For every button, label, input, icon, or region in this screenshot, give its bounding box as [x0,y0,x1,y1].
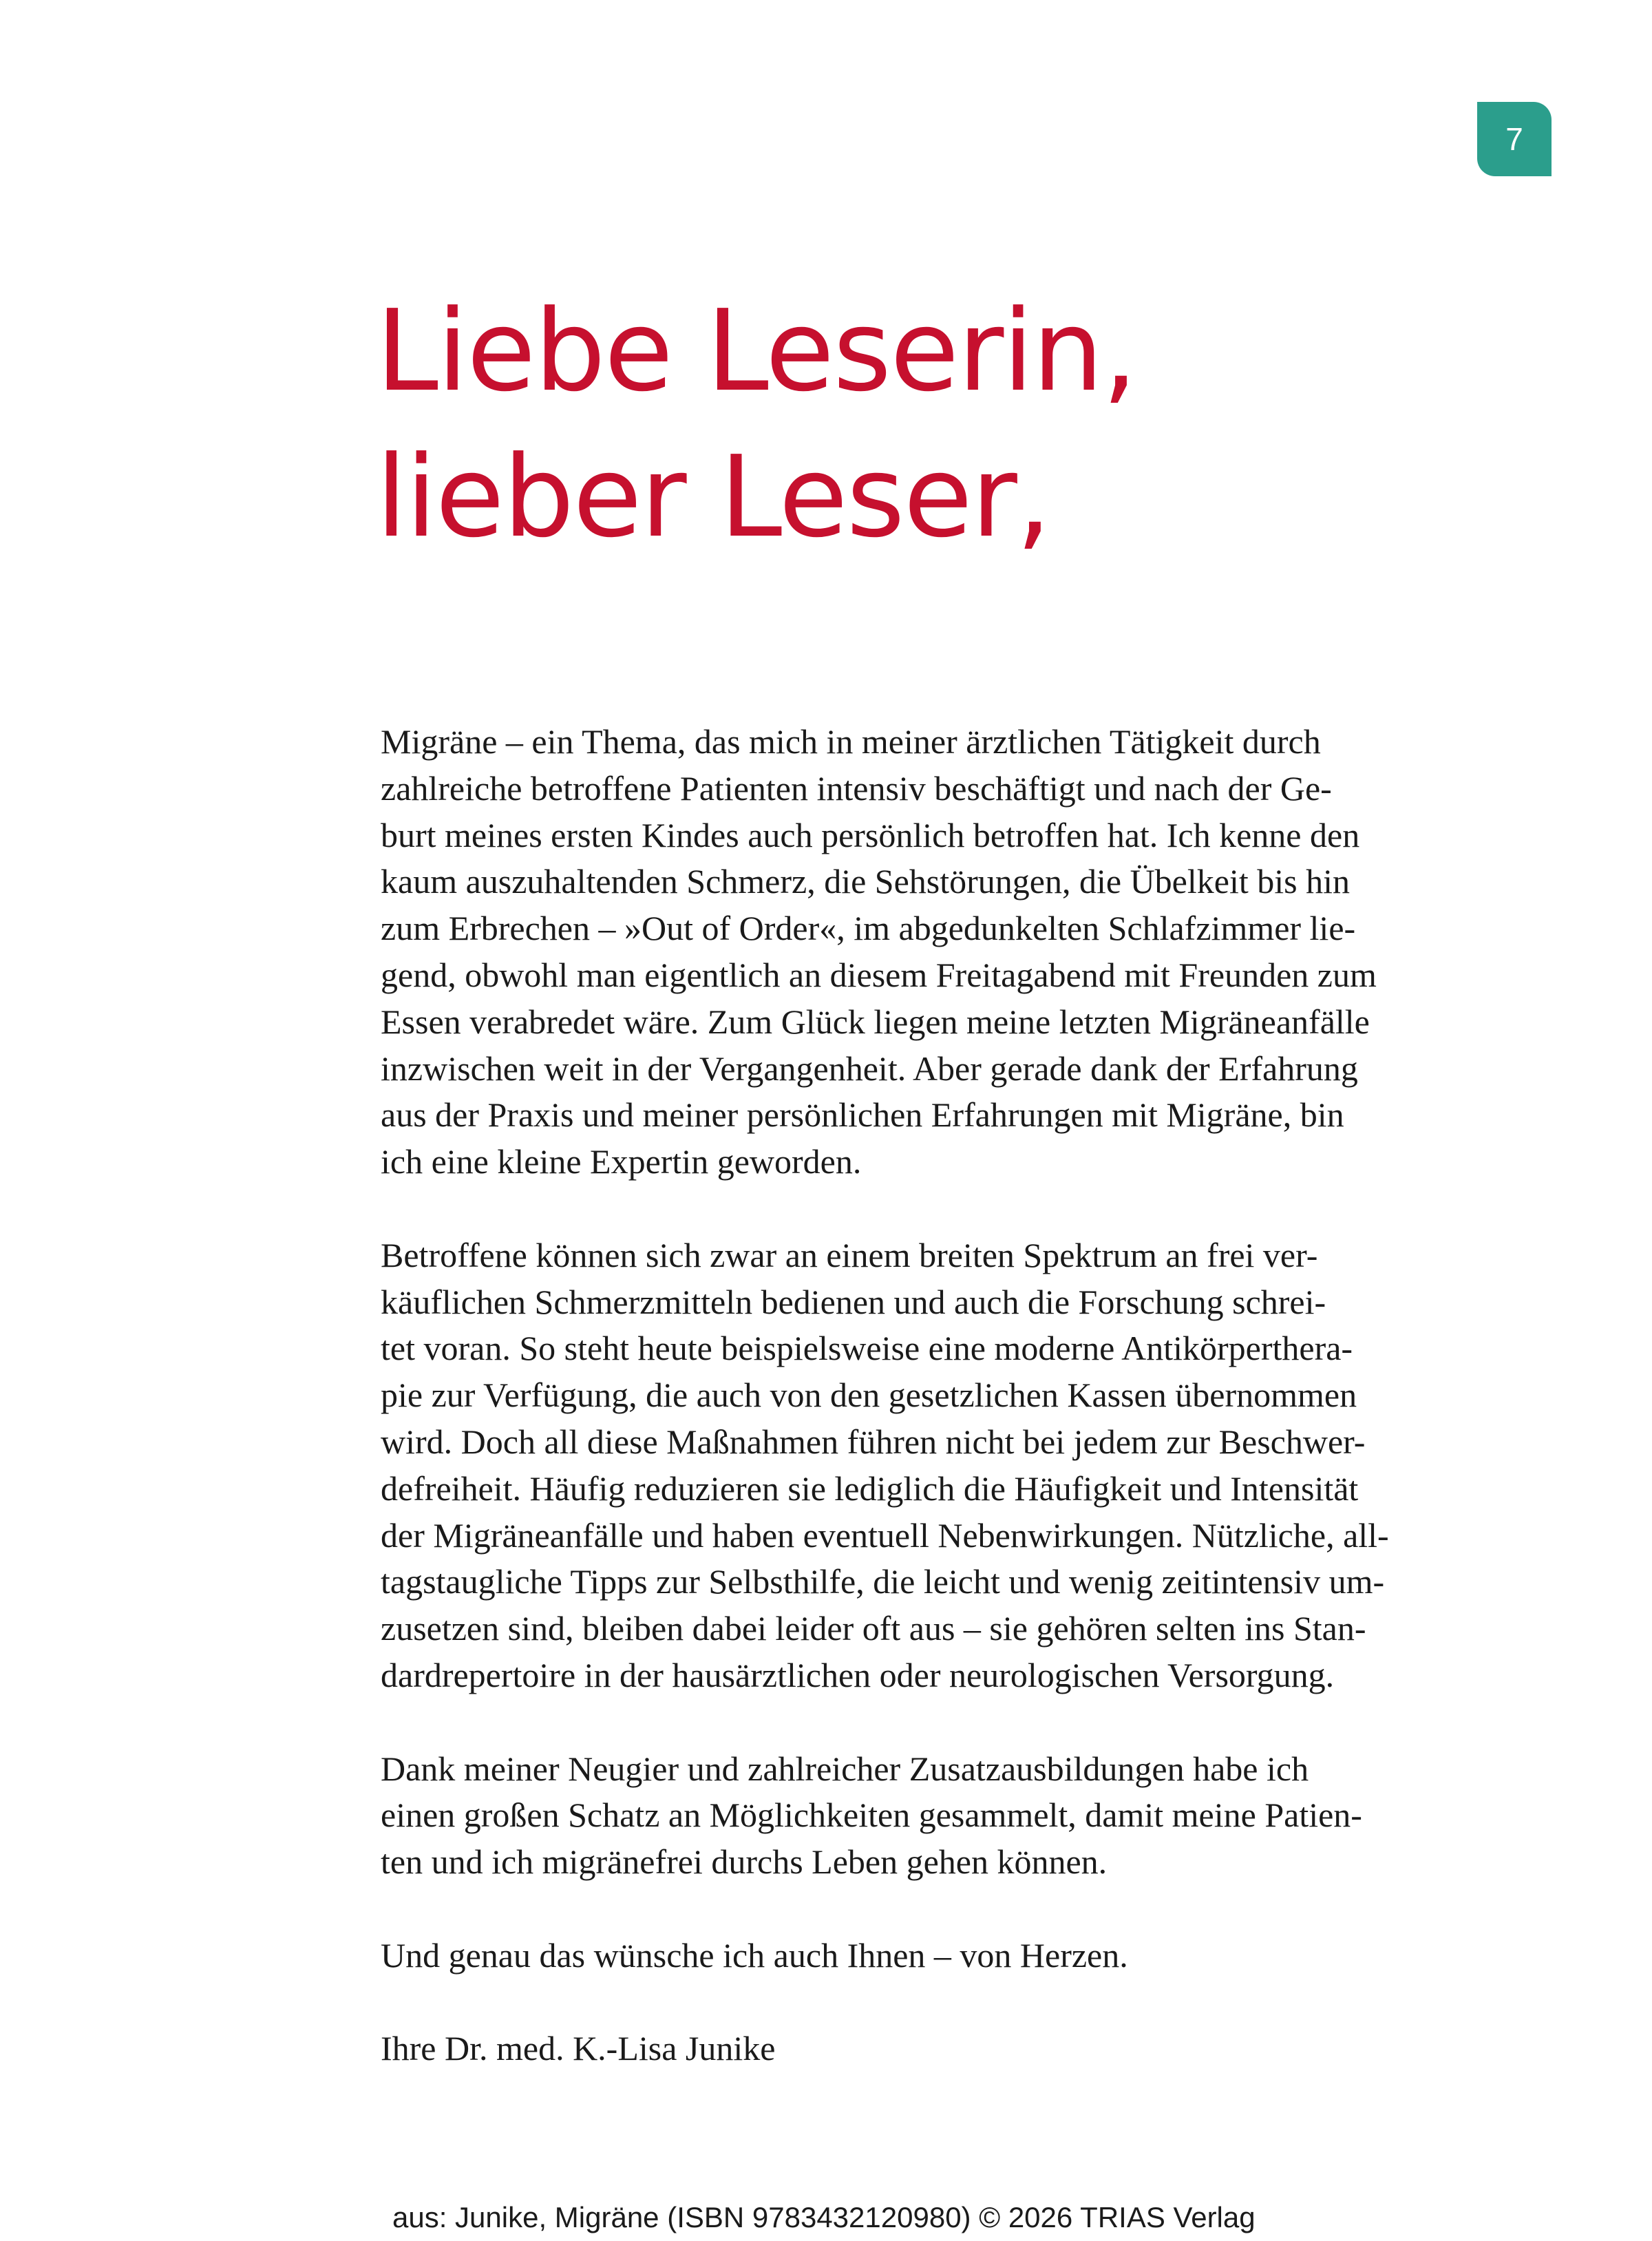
text-line: Betroffene können sich zwar an einem breiten Spektrum an frei ver- [381,1235,1318,1274]
text-line: kaum auszuhaltenden Schmerz, die Sehstörungen, die Übelkeit bis hin [381,862,1350,901]
text-line: pie zur Verfügung, die auch von den gesetzlichen Kassen übernommen [381,1376,1357,1415]
text-line: gend, obwohl man eigentlich an diesem Freitagabend mit Freunden zum [381,955,1377,994]
text-line: aus der Praxis und meiner persönlichen Erfahrungen mit Migräne, bin [381,1095,1344,1135]
paragraph-4 [381,1933,1454,1979]
text-line: Migräne – ein Thema, das mich in meiner ärztlichen Tätigkeit durch [381,722,1321,761]
text-line: defreiheit. Häufig reduzieren sie lediglich die Häufigkeit und Intensität [381,1469,1359,1508]
heading-line-1: Liebe Leserin, [376,286,1136,417]
text-line: der Migräneanfälle und haben eventuell Nebenwirkungen. Nützliche, all- [381,1515,1389,1555]
text-line: zum Erbrechen – »Out of Order«, im abgedunkelten Schlafzimmer lie- [381,909,1356,948]
text-line: tagstaugliche Tipps zur Selbsthilfe, die leicht und wenig zeitintensiv um- [381,1562,1385,1601]
text-line: wird. Doch all diese Maßnahmen führen nicht bei jedem zur Beschwer- [381,1422,1366,1461]
paragraph-3 [381,1746,1454,1886]
page-heading [376,279,1546,571]
text-line: käuflichen Schmerzmitteln bedienen und auch die Forschung schrei- [381,1282,1326,1321]
source-footer: aus: Junike, Migräne (ISBN 9783432120980) © 2026 TRIAS Verlag [392,2201,1256,2233]
text-line: Ihre Dr. med. K.-Lisa Junike [381,2029,776,2068]
body-text [381,719,1454,2119]
text-line: zahlreiche betroffene Patienten intensiv beschäftigt und nach der Ge- [381,768,1332,808]
text-line: inzwischen weit in der Vergangenheit. Aber gerade dank der Erfahrung [381,1049,1358,1088]
text-line: Dank meiner Neugier und zahlreicher Zusatzausbildungen habe ich [381,1749,1309,1788]
text-line: Und genau das wünsche ich auch Ihnen – von Herzen. [381,1935,1128,1975]
page-number-badge: 7 [1477,102,1552,176]
text-line: zusetzen sind, bleiben dabei leider oft aus – sie gehören selten ins Stan- [381,1609,1366,1648]
paragraph-2 [381,1232,1454,1699]
heading-line-2: lieber Leser, [376,432,1050,562]
text-line: ten und ich migränefrei durchs Leben gehen können. [381,1842,1108,1882]
text-line: Essen verabredet wäre. Zum Glück liegen meine letzten Migräneanfälle [381,1002,1370,1041]
text-line: tet voran. So steht heute beispielsweise eine moderne Antikörperthera- [381,1329,1353,1368]
text-line: burt meines ersten Kindes auch persönlich betroffen hat. Ich kenne den [381,815,1360,854]
signature [381,2026,1454,2072]
text-line: ich eine kleine Expertin geworden. [381,1142,862,1181]
text-line: dardrepertoire in der hausärztlichen oder neurologischen Versorgung. [381,1655,1335,1694]
text-line: einen großen Schatz an Möglichkeiten gesammelt, damit meine Patien- [381,1796,1362,1835]
paragraph-1 [381,719,1454,1186]
